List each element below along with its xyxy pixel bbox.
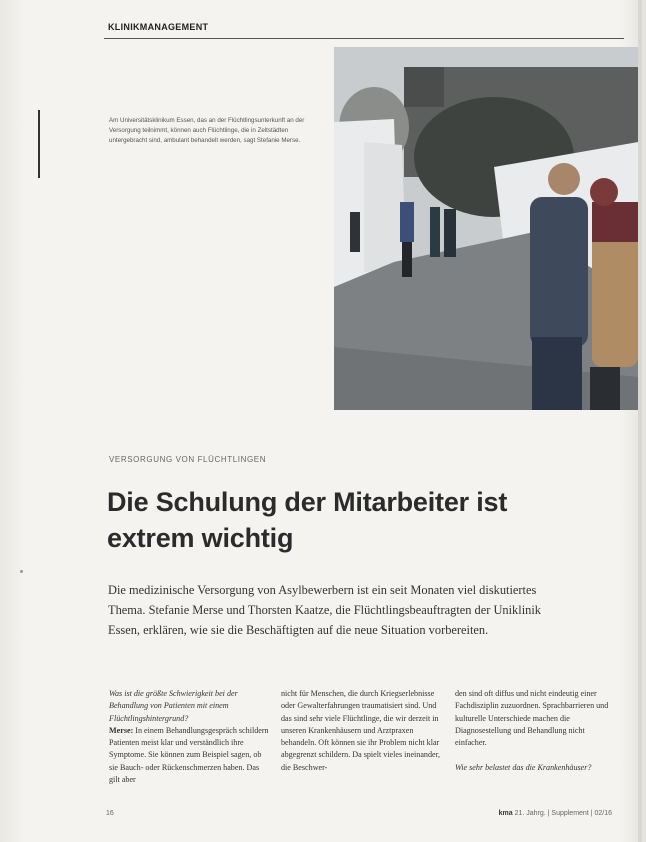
article-column-2 — [281, 688, 441, 774]
issue-info — [499, 810, 612, 817]
margin-mark — [20, 570, 23, 573]
article-photo — [334, 47, 638, 410]
magazine-brand: kma — [498, 810, 513, 817]
interview-answer-end: den sind oft diffus und nicht eindeutig einer Fachdisziplin zuzuordnen. Sprachbarrieren und kulturelle Unterschiede machen die Diagnosestellung und Behandlung nicht einfacher. — [455, 689, 609, 748]
interview-answer: In einem Behandlungsgespräch schildern Patienten meist klar und verständlich ihre Symptome. Sie können zum Beispiel sagen, ob sie Bauch- oder Rückenschmerzen haben. Das gilt aber — [109, 725, 269, 785]
page-edge — [638, 0, 642, 842]
refugee-camp-photo — [334, 47, 638, 410]
photo-caption: Am Universitätsklinikum Essen, das an der Flüchtlingsunterkunft an der Versorgung teilnimmt, können auch Flüchtlinge, die in Zeltstädten untergebracht sind, ambulant behandelt werden, sagt Stefanie Merse. — [109, 117, 305, 144]
interview-question: Was ist die größte Schwierigkeit bei der Behandlung von Patienten mit einem Flüchtlingshintergrund? — [109, 689, 238, 723]
page-number: 16 — [106, 810, 114, 817]
interview-answer-continued: nicht für Menschen, die durch Kriegserlebnisse oder Gewalterfahrungen traumatisiert sind. Und das sind sehr viele Flüchtlinge, die wir derzeit in unseren Krankenhäusern und Arztpraxen behandeln. Oft können sie ihr Problem nicht klar abgegrenzt schildern. Da spielt vieles ineinander, die Beschwer- — [281, 689, 441, 772]
article-kicker: VERSORGUNG VON FLÜCHTLINGEN — [109, 455, 267, 464]
section-rubric: KLINIKMANAGEMENT — [108, 22, 209, 32]
photo-person-blue — [400, 202, 414, 242]
article-column-1 — [109, 688, 269, 786]
article-lead: Die medizinische Versorgung von Asylbewerbern ist ein seit Monaten viel diskutiertes Thema. Stefanie Merse und Thorsten Kaatze, die Flüchtlingsbeauftragten der Uniklinik Essen, erklären, wie sie die Beschäftigten auf die neue Situation vorbereiten. — [108, 583, 541, 637]
header-rule — [104, 38, 624, 39]
issue-text: 21. Jahrg. | Supplement | 02/16 — [514, 810, 612, 817]
caption-rule — [38, 110, 40, 178]
interview-question-2: Wie sehr belastet das die Krankenhäuser? — [455, 762, 592, 772]
article-column-3 — [455, 688, 615, 774]
article-headline: Die Schulung der Mitarbeiter ist extrem wichtig — [107, 487, 508, 553]
speaker-label: Merse: — [109, 725, 134, 735]
photo-man-jacket — [530, 197, 588, 347]
